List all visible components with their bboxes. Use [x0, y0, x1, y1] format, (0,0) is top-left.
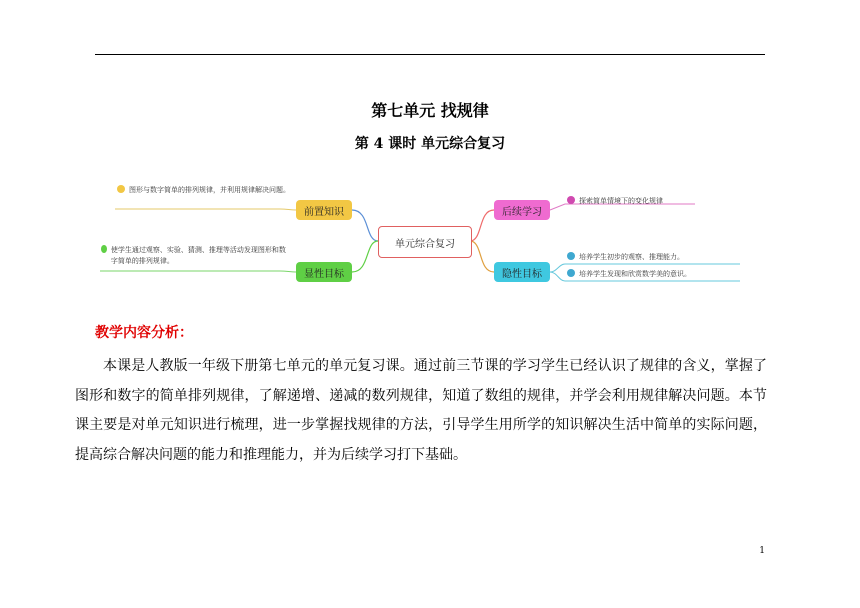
bullet-icon — [567, 196, 575, 204]
leaf-explicit — [101, 245, 286, 267]
header-rule — [95, 54, 765, 55]
mindmap-node-explicit: 显性目标 — [296, 262, 352, 282]
leaf-implicit-2-text: 培养学生发现和欣赏数学美的意识。 — [579, 270, 691, 278]
page-number: 1 — [759, 546, 765, 556]
mindmap-center-node: 单元综合复习 — [378, 226, 472, 258]
connector-explicit — [352, 241, 378, 272]
document-subtitle: 第 4 课时 单元综合复习 — [354, 136, 506, 152]
underline-prior — [115, 209, 296, 210]
document-title: 第七单元 找规律 — [371, 101, 489, 120]
connector-follow — [470, 210, 494, 241]
leaf-explicit-text: 使学生通过观察、实验、猜测、推理等活动发现图形和数字简单的排列规律。 — [110, 246, 286, 265]
leaf-prior — [117, 185, 292, 196]
underline-explicit — [100, 271, 296, 272]
smile-icon — [117, 185, 125, 193]
analysis-heading: 教学内容分析： — [95, 325, 193, 341]
leaf-implicit-2 — [567, 269, 747, 280]
analysis-paragraph: 本课是人教版一年级下册第七单元的单元复习课。通过前三节课的学习学生已经认识了规律的含义，掌握了图形和数字的简单排列规律，了解递增、递减的数列规律，知道了数组的规律，并学会利用规律解决问题。本节课主要是对单元知识进行梳理，进一步掌握找规律的方法，引导学生用所学的知识解决生活中简单的实际问题，提高综合解决问题的能力和推理能力，并为后续学习打下基础。 — [75, 358, 767, 463]
leaf-implicit-1-text: 培养学生初步的观察、推理能力。 — [579, 253, 684, 261]
leaf-follow-text: 探索简单情境下的变化规律 — [579, 197, 663, 205]
check-icon — [101, 245, 107, 253]
mind-map — [95, 180, 745, 295]
flag-icon — [567, 269, 575, 277]
mindmap-node-prior: 前置知识 — [296, 200, 352, 220]
connector-implicit — [470, 241, 494, 272]
mindmap-node-implicit: 隐性目标 — [494, 262, 550, 282]
flag-icon — [567, 252, 575, 260]
connector-prior — [352, 210, 378, 241]
mindmap-node-follow: 后续学习 — [494, 200, 550, 220]
leaf-implicit-1 — [567, 252, 737, 263]
leaf-prior-text: 图形与数字简单的排列规律，并利用规律解决问题。 — [129, 186, 290, 194]
leaf-follow — [567, 196, 737, 207]
